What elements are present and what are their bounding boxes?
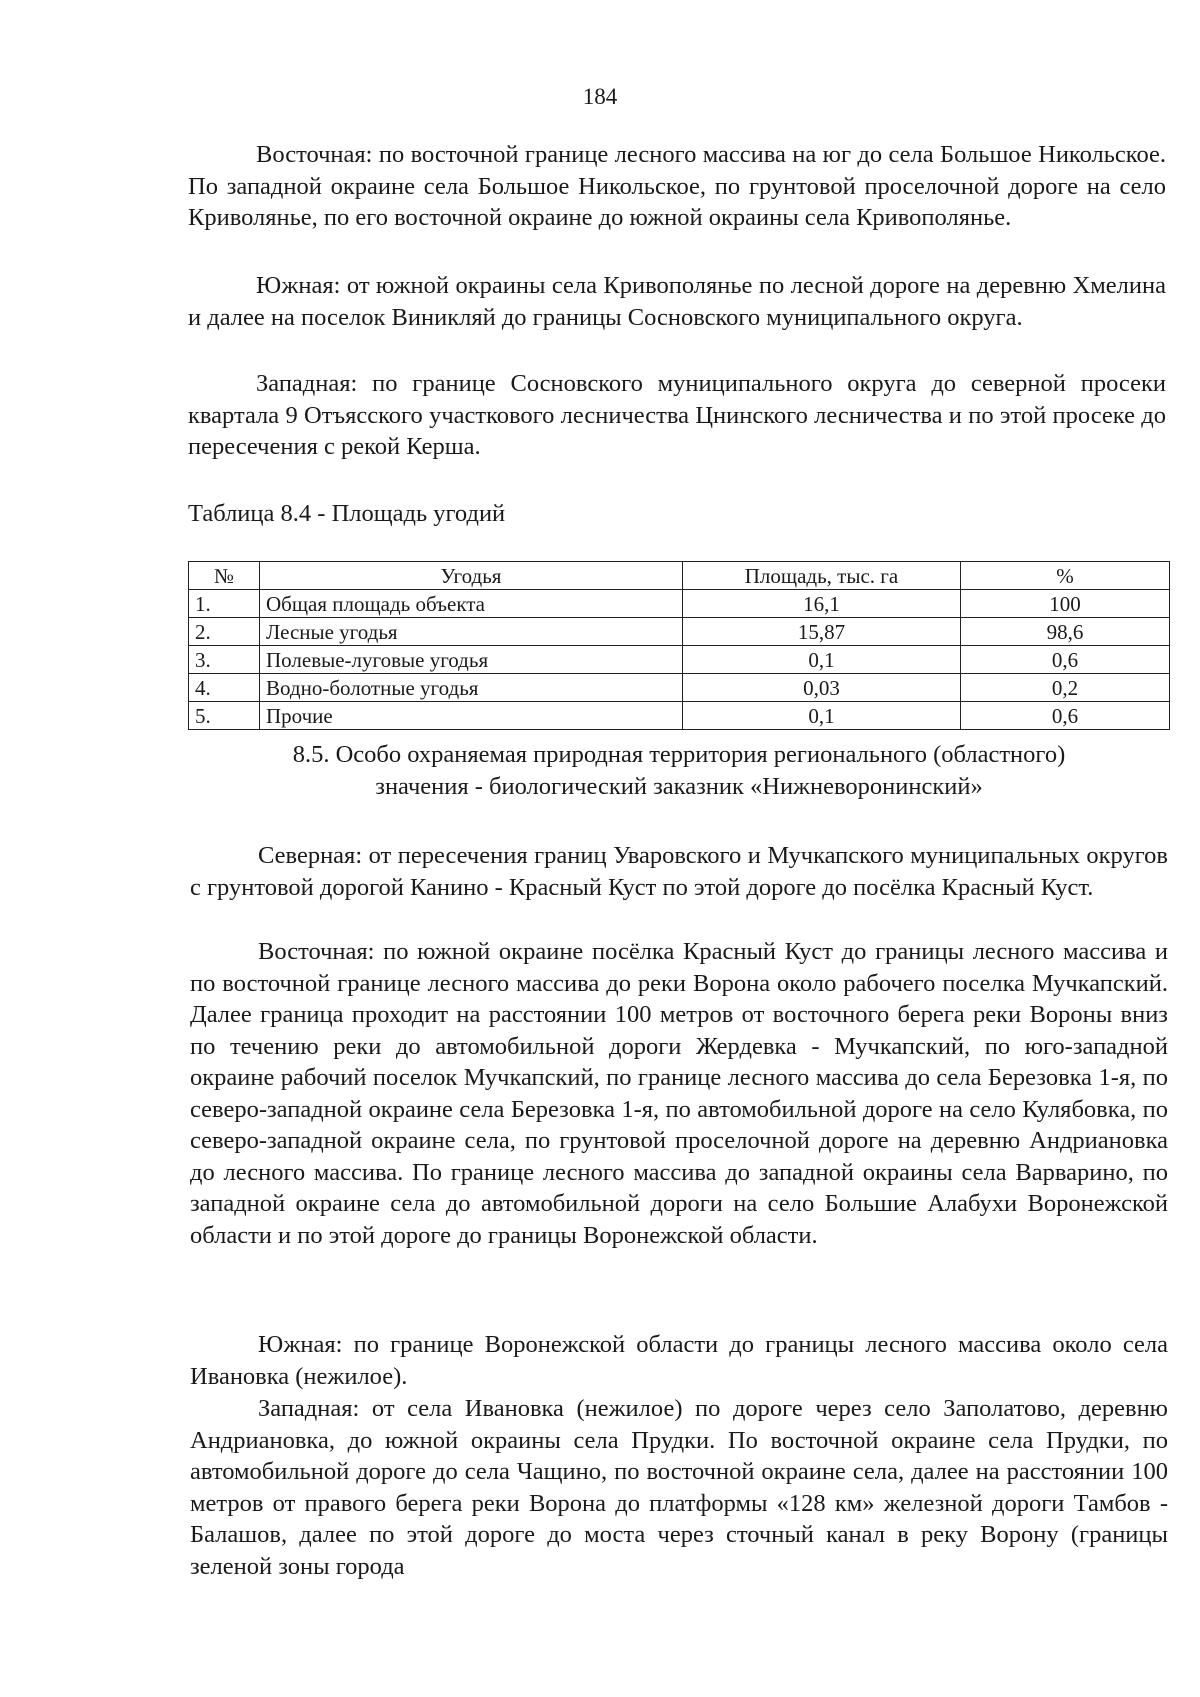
paragraph-south-boundary-1: Южная: от южной окраины села Кривополянье по лесной дороге на деревню Хмелина и далее на поселок Виникляй до границы Сосновского муниципального округа. — [188, 272, 1166, 331]
paragraph-west-boundary-1: Западная: по границе Сосновского муниципального округа до северной просеки квартала 9 Отъясского участкового лесничества Цнинского лесничества и по этой просеке до пересечения с рекой Керша. — [188, 370, 1166, 460]
cell-land-type: Полевые-луговые угодья — [260, 646, 683, 674]
page-number: 184 — [582, 84, 618, 109]
cell-percent: 0,6 — [961, 646, 1170, 674]
section-heading-line-1: 8.5. Особо охраняемая природная территория регионального (областного) — [292, 741, 1066, 768]
cell-number: 2. — [189, 618, 260, 646]
paragraph-south-boundary-2: Южная: по границе Воронежской области до границы лесного массива около села Ивановка (нежилое). — [190, 1331, 1168, 1390]
table-row — [189, 590, 1170, 618]
paragraph-east-boundary-2: Восточная: по южной окраине посёлка Красный Куст до границы лесного массива и по восточной границе лесного массива до реки Ворона около рабочего поселка Мучкапский. Далее граница проходит на расстоянии 100 метров от восточного берега реки Вороны вниз по течению реки до автомобильной дороги Жердевка - Мучкапский, по юго-западной окраине рабочий поселок Мучкапский, по границе лесного массива до села Березовка 1-я, по северо-западной окраине села Березовка 1-я, по автомобильной дороге на село Кулябовка, по северо-западной окраине села, по грунтовой проселочной дороге на деревню Андриановка до лесного массива. По границе лесного массива до западной окраины села Варварино, по западной окраине села до автомобильной дороги на село Большие Алабухи Воронежской области и по этой дороге до границы Воронежской области. — [190, 938, 1168, 1249]
cell-number: 1. — [189, 590, 260, 618]
cell-number: 5. — [189, 702, 260, 730]
cell-land-type: Лесные угодья — [260, 618, 683, 646]
section-heading-line-2: значения - биологический заказник «Нижневоронинский» — [375, 773, 983, 800]
cell-area: 15,87 — [683, 618, 961, 646]
cell-number: 4. — [189, 674, 260, 702]
cell-area: 0,03 — [683, 674, 961, 702]
cell-land-type: Общая площадь объекта — [260, 590, 683, 618]
table-row — [189, 618, 1170, 646]
cell-percent: 0,2 — [961, 674, 1170, 702]
cell-area: 16,1 — [683, 590, 961, 618]
cell-percent: 0,6 — [961, 702, 1170, 730]
section-heading-8-5 — [188, 739, 1170, 803]
cell-area: 0,1 — [683, 702, 961, 730]
table-row — [189, 674, 1170, 702]
cell-land-type: Водно-болотные угодья — [260, 674, 683, 702]
paragraph-east-boundary-1: Восточная: по восточной границе лесного массива на юг до села Большое Никольское. По западной окраине села Большое Никольское, по грунтовой проселочной дороге на село Криволянье, по его восточной окраине до южной окраины села Кривополянье. — [188, 141, 1166, 231]
header-area: Площадь, тыс. га — [683, 562, 961, 590]
cell-number: 3. — [189, 646, 260, 674]
cell-land-type: Прочие — [260, 702, 683, 730]
paragraph-west-boundary-2: Западная: от села Ивановка (нежилое) по дороге через село Заполатово, деревню Андриановка, до южной окраины села Прудки. По восточной окраине села Прудки, по автомобильной дороге до села Чащино, по восточной окраине села, далее на расстоянии 100 метров от правого берега реки Ворона до платформы «128 км» железной дороги Тамбов - Балашов, далее по этой дороге до моста через сточный канал в реку Ворону (границы зеленой зоны города — [190, 1395, 1168, 1580]
header-percent: % — [961, 562, 1170, 590]
cell-percent: 98,6 — [961, 618, 1170, 646]
cell-percent: 100 — [961, 590, 1170, 618]
table-header-row — [189, 562, 1170, 590]
land-area-table — [188, 561, 1170, 730]
table-row — [189, 646, 1170, 674]
header-number: № — [189, 562, 260, 590]
paragraph-north-boundary: Северная: от пересечения границ Уваровского и Мучкапского муниципальных округов с грунтовой дорогой Канино - Красный Куст по этой дороге до посёлка Красный Куст. — [190, 842, 1168, 901]
cell-area: 0,1 — [683, 646, 961, 674]
header-land-type: Угодья — [260, 562, 683, 590]
table-row — [189, 702, 1170, 730]
table-caption: Таблица 8.4 - Площадь угодий — [188, 500, 506, 527]
